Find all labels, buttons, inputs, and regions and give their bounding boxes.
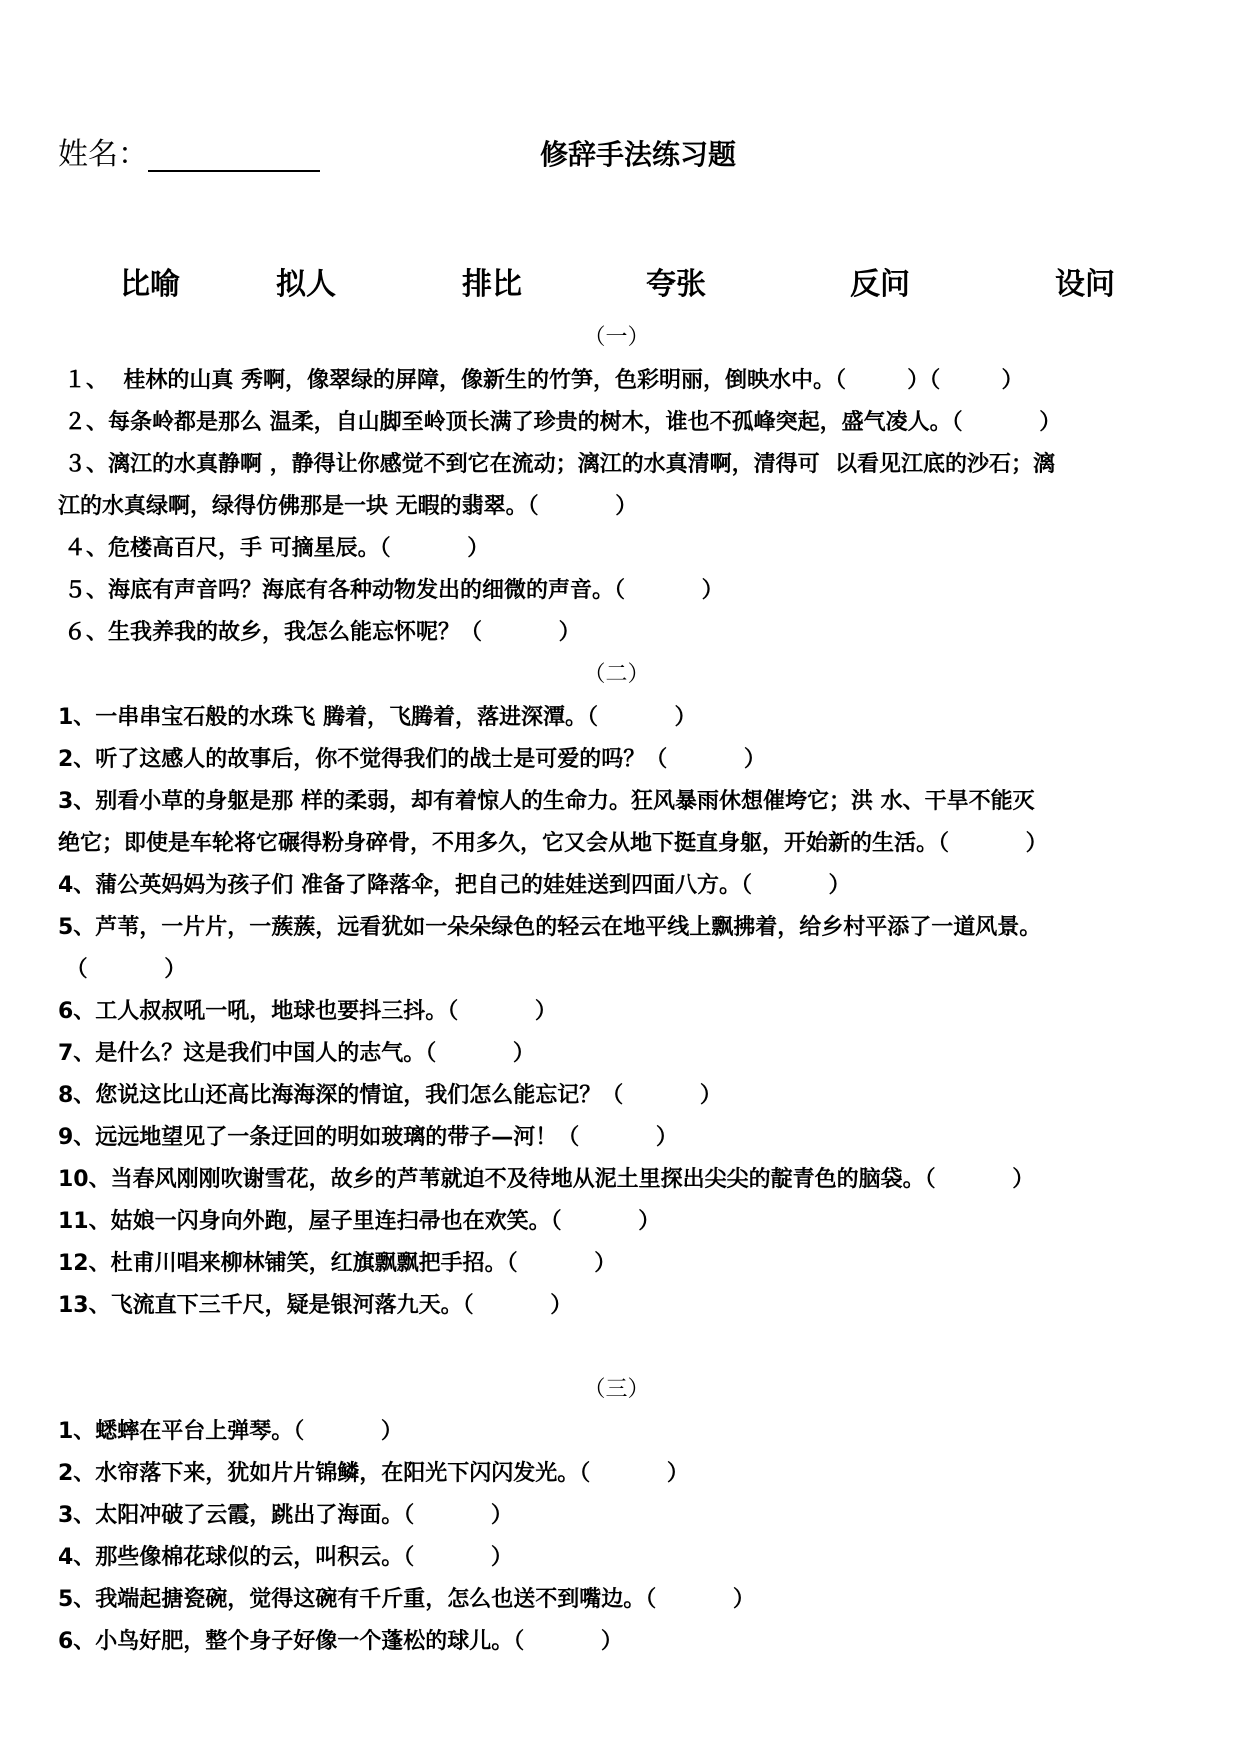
exercise-line: （ ） (58, 957, 187, 982)
exercise-line: 12、杜甫川唱来柳林铺笑，红旗飘飘把手招。（ ） (58, 1251, 617, 1276)
exercise-line: ２、每条岭都是那么 温柔，自山脚至岭顶长满了珍贵的树木，谁也不孤峰突起，盛气凌人。（ ） (64, 410, 1062, 435)
exercise-line: 7、是什么？这是我们中国人的志气。（ ） (58, 1041, 535, 1066)
exercise-line: 13、飞流直下三千尺，疑是银河落九天。（ ） (58, 1293, 573, 1318)
page-title: 修辞手法练习题 (540, 138, 737, 171)
name-blank-line (148, 170, 320, 172)
term-question-answer: 设问 (1055, 267, 1115, 302)
exercise-line: 11、姑娘一闪身向外跑，屋子里连扫帚也在欢笑。（ ） (58, 1209, 661, 1234)
section-title: （二） (583, 662, 650, 687)
term-parallelism: 排比 (462, 267, 522, 302)
exercise-line: 4、蒲公英妈妈为孩子们 准备了降落伞，把自己的娃娃送到四面八方。（ ） (58, 873, 851, 898)
name-label: 姓名： (58, 137, 148, 172)
exercise-line: ５、海底有声音吗？海底有各种动物发出的细微的声音。（ ） (64, 578, 724, 603)
exercise-line: 9、远远地望见了一条迂回的明如玻璃的带子—河！（ ） (58, 1125, 678, 1150)
term-hyperbole: 夸张 (646, 267, 706, 302)
exercise-line: 3、太阳冲破了云霞，跳出了海面。（ ） (58, 1503, 513, 1528)
exercise-line: 江的水真绿啊，绿得仿佛那是一块 无暇的翡翠。（ ） (58, 494, 638, 519)
term-rhetorical-question: 反问 (850, 267, 910, 302)
exercise-line: 1、一串串宝石般的水珠飞 腾着，飞腾着，落进深潭。（ ） (58, 705, 697, 730)
exercise-line: ３、漓江的水真静啊 ，静得让你感觉不到它在流动；漓江的水真清啊，清得可 以看见江底的沙石；漓 (64, 452, 1055, 477)
exercise-line: ４、危楼高百尺，手 可摘星辰。（ ） (64, 536, 490, 561)
exercise-line: １、 桂林的山真 秀啊，像翠绿的屏障，像新生的竹笋，色彩明丽，倒映水中。（ ）（ ） (64, 368, 1024, 393)
exercise-line: 8、您说这比山还高比海海深的情谊，我们怎么能忘记？（ ） (58, 1083, 722, 1108)
exercise-line: 10、当春风刚刚吹谢雪花，故乡的芦苇就迫不及待地从泥土里探出尖尖的靛青色的脑袋。（ ） (58, 1167, 1035, 1192)
exercise-line: 2、听了这感人的故事后，你不觉得我们的战士是可爱的吗？（ ） (58, 747, 766, 772)
exercise-line: 6、小鸟好肥，整个身子好像一个蓬松的球儿。（ ） (58, 1629, 623, 1654)
exercise-line: 5、我端起搪瓷碗，觉得这碗有千斤重，怎么也送不到嘴边。（ ） (58, 1587, 755, 1612)
exercise-line: ６、生我养我的故乡，我怎么能忘怀呢？（ ） (64, 620, 581, 645)
term-simile: 比喻 (120, 267, 180, 302)
exercise-line: 2、水帘落下来，犹如片片锦鳞，在阳光下闪闪发光。（ ） (58, 1461, 689, 1486)
section-title: （一） (583, 325, 650, 350)
exercise-line: 5、芦苇，一片片，一蔟蔟，远看犹如一朵朵绿色的轻云在地平线上飘拂着，给乡村平添了一道风景。 (58, 915, 1042, 940)
term-personification: 拟人 (276, 267, 336, 302)
exercise-line: 3、别看小草的身躯是那 样的柔弱，却有着惊人的生命力。狂风暴雨休想催垮它；洪 水、干旱不能灭 (58, 789, 1035, 814)
section-title: （三） (583, 1377, 650, 1402)
exercise-line: 6、工人叔叔吼一吼，地球也要抖三抖。（ ） (58, 999, 557, 1024)
exercise-line: 4、那些像棉花球似的云，叫积云。（ ） (58, 1545, 513, 1570)
exercise-line: 1、蟋蟀在平台上弹琴。（ ） (58, 1419, 403, 1444)
exercise-line: 绝它；即使是车轮将它碾得粉身碎骨，不用多久，它又会从地下挺直身躯，开始新的生活。（ ） (58, 831, 1048, 856)
